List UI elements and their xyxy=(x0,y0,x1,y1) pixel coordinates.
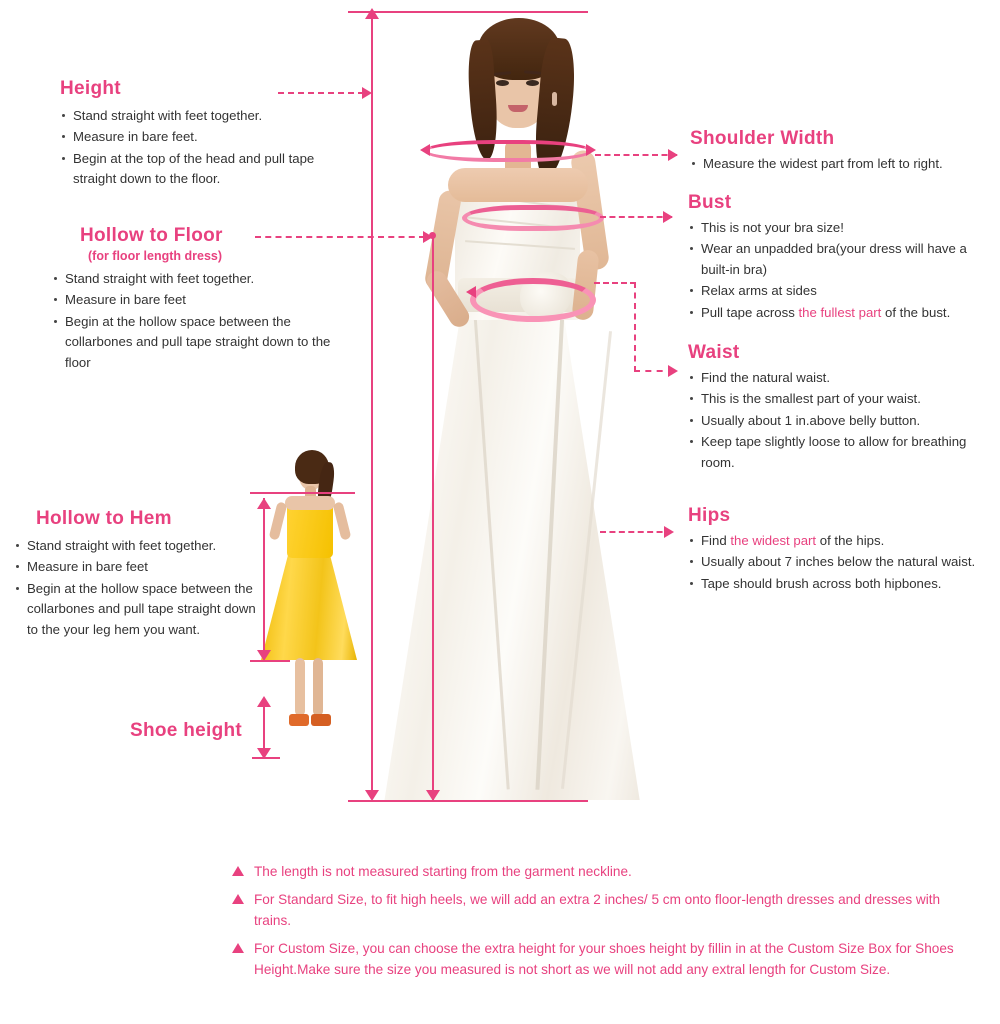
height-bullets xyxy=(60,106,360,190)
list-item: Wear an unpadded bra(your dress will have a built-in bra) xyxy=(688,239,998,280)
hollow-to-hem-bottom-cap xyxy=(250,660,290,662)
list-item: This is not your bra size! xyxy=(688,218,998,238)
shoulders xyxy=(448,168,588,202)
bust-band xyxy=(462,205,604,231)
small-shoe-left xyxy=(289,714,309,726)
bust-leader-arrow xyxy=(663,211,673,223)
small-arm-right xyxy=(333,501,352,540)
hollow-to-floor-title: Hollow to Floor xyxy=(80,225,223,246)
shoulder-arrow-left xyxy=(420,144,430,156)
yellow-skirt xyxy=(261,548,357,660)
earring xyxy=(552,92,557,106)
note-item xyxy=(232,890,972,931)
height-section xyxy=(60,78,360,191)
hips-highlight: the widest part xyxy=(730,533,817,548)
small-shoe-right xyxy=(311,714,331,726)
shoulder-width-band xyxy=(424,140,592,162)
waist-arrow-left xyxy=(466,286,476,298)
list-item: Begin at the top of the head and pull tape straight down to the floor. xyxy=(60,149,360,190)
list-item: Stand straight with feet together. xyxy=(14,536,264,556)
hollow-to-hem-top-cap xyxy=(250,492,355,494)
waist-section xyxy=(688,342,998,474)
shoulder-width-section xyxy=(690,128,995,175)
list-item: Keep tape slightly loose to allow for breathing room. xyxy=(688,432,998,473)
tall-model-illustration xyxy=(370,0,660,810)
warning-triangle-icon xyxy=(232,943,244,953)
bust-title: Bust xyxy=(688,192,732,213)
note-text: For Custom Size, you can choose the extra height for your shoes height by fillin in at the Custom Size Box for Shoes Height.Make sure the size you measured is not short as we will not add any extral length for Custom Size. xyxy=(254,941,954,977)
hips-bullets xyxy=(688,531,1000,594)
small-shoulders xyxy=(285,496,335,510)
eye-left xyxy=(496,80,509,86)
hollow-to-floor-arrow xyxy=(426,790,440,801)
shoulder-leader-arrow xyxy=(668,149,678,161)
hollow-to-hem-title: Hollow to Hem xyxy=(36,508,172,529)
hollow-to-floor-line xyxy=(432,238,434,800)
shoulder-width-title: Shoulder Width xyxy=(690,128,835,149)
list-item: Tape should brush across both hipbones. xyxy=(688,574,1000,594)
shoe-height-title: Shoe height xyxy=(130,720,243,741)
list-item: Usually about 1 in.above belly button. xyxy=(688,411,998,431)
waist-leader-v xyxy=(634,282,636,372)
list-item: Stand straight with feet together. xyxy=(52,269,352,289)
height-top-cap xyxy=(348,11,588,13)
list-item: Begin at the hollow space between the collarbones and pull tape straight down to the floor xyxy=(52,312,352,373)
list-item: Measure the widest part from left to right. xyxy=(690,154,995,174)
list-item: Measure in bare feet xyxy=(14,557,264,577)
height-vertical-line xyxy=(371,18,373,793)
hollow-to-floor-section xyxy=(52,225,352,374)
list-item: Measure in bare feet. xyxy=(60,127,360,147)
bust-bullets xyxy=(688,218,998,323)
waist-leader-arrow xyxy=(668,365,678,377)
waist-band xyxy=(470,278,596,322)
hollow-to-hem-bullets xyxy=(14,536,264,640)
warning-triangle-icon xyxy=(232,866,244,876)
hollow-to-hem-section xyxy=(14,508,264,641)
waist-leader-h xyxy=(594,282,636,284)
list-item: Find the natural waist. xyxy=(688,368,998,388)
hips-leader-arrow xyxy=(664,526,674,538)
small-leg-left xyxy=(295,658,305,716)
list-item-hips-widest: Find the widest part of the hips. xyxy=(688,531,1000,551)
small-arm-left xyxy=(269,501,288,540)
warning-triangle-icon xyxy=(232,894,244,904)
height-leader-arrow xyxy=(362,87,372,99)
shoe-height-arrow-top xyxy=(257,696,271,707)
bust-leader xyxy=(600,216,672,218)
hips-title: Hips xyxy=(688,505,731,526)
shoulder-leader xyxy=(595,154,677,156)
note-item xyxy=(232,862,972,882)
list-item: Measure in bare feet xyxy=(52,290,352,310)
gown-skirt xyxy=(370,300,660,800)
hips-leader xyxy=(600,531,672,533)
shoulder-width-bullets xyxy=(690,154,995,174)
note-text: For Standard Size, to fit high heels, we will add an extra 2 inches/ 5 cm onto floor-length dresses and dresses with trains. xyxy=(254,892,941,928)
height-bottom-cap xyxy=(348,800,588,802)
hollow-to-floor-leader-arrow xyxy=(423,231,433,243)
note-text: The length is not measured starting from the garment neckline. xyxy=(254,864,632,879)
hips-section xyxy=(688,505,1000,595)
hollow-to-floor-bullets xyxy=(52,269,352,373)
list-item: Usually about 7 inches below the natural waist. xyxy=(688,552,1000,572)
height-title: Height xyxy=(60,78,121,99)
note-item xyxy=(232,939,972,980)
waist-title: Waist xyxy=(688,342,740,363)
list-item: This is the smallest part of your waist. xyxy=(688,389,998,409)
eye-right xyxy=(526,80,539,86)
hollow-to-floor-subtitle: (for floor length dress) xyxy=(88,249,223,263)
footer-notes xyxy=(232,862,972,988)
list-item: Relax arms at sides xyxy=(688,281,998,301)
yellow-bodice xyxy=(287,502,333,558)
list-item: Stand straight with feet together. xyxy=(60,106,360,126)
list-item: Begin at the hollow space between the collarbones and pull tape straight down to the your leg hem you want. xyxy=(14,579,264,640)
shoe-height-cap xyxy=(252,757,280,759)
list-item-bust-fullest: Pull tape across the fullest part of the bust. xyxy=(688,303,998,323)
bust-section xyxy=(688,192,998,324)
shoe-height-section xyxy=(130,720,242,742)
short-dress-model-illustration xyxy=(255,440,365,760)
small-leg-right xyxy=(313,658,323,716)
bust-highlight: the fullest part xyxy=(798,304,882,320)
waist-bullets xyxy=(688,368,998,473)
